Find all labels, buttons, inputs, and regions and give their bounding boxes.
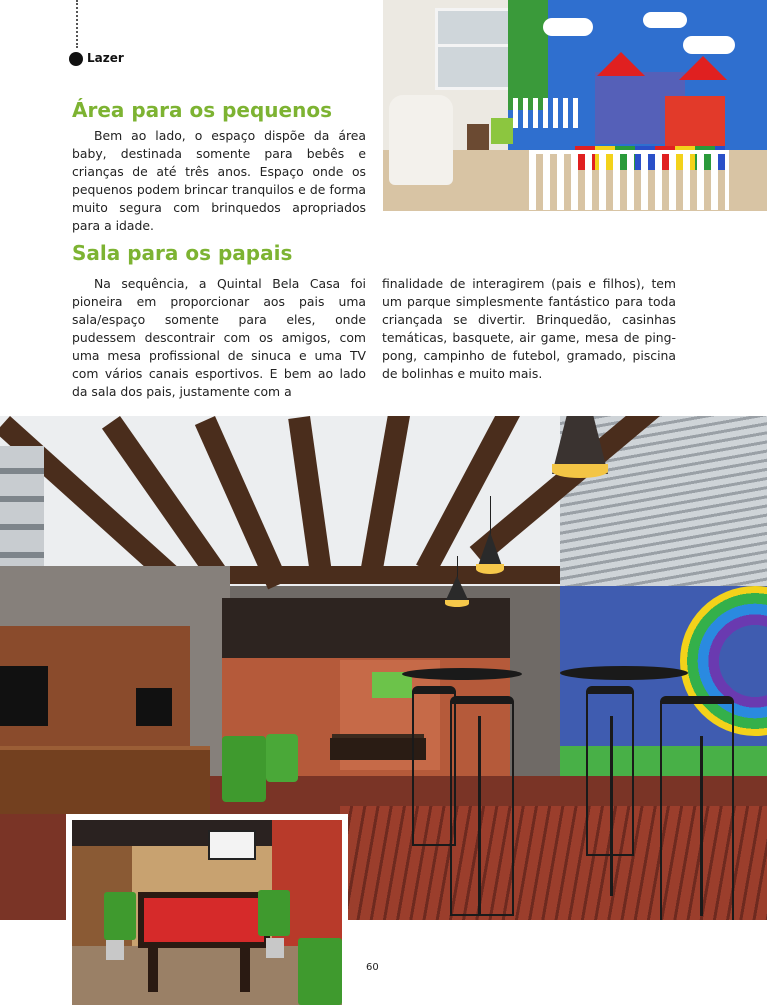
section-label: Lazer bbox=[87, 51, 124, 65]
page-number: 60 bbox=[366, 962, 379, 973]
section-bullet-icon bbox=[69, 52, 83, 66]
paragraph-sala-papais-col2: finalidade de interagirem (pais e filhos), tem um parque simplesmente fantástico para toda criançada se divertir. Brinquedão, casinhas temáticas, basquete, air game, mesa de ping-pong, campinho de futebol, gramado, piscina de bolinhas e muito mais. bbox=[382, 276, 676, 381]
heading-sala-papais: Sala para os papais bbox=[72, 241, 293, 265]
baby-area-photo bbox=[383, 0, 767, 211]
pool-table-photo bbox=[66, 814, 348, 1005]
paragraph-area-pequenos: Bem ao lado, o espaço dispõe da área baby, destinada somente para bebês e crianças de até três anos. Espaço onde os pequenos podem brincar tranquilos e de forma muito segura com brinquedos apropriados para a idade. bbox=[72, 128, 366, 233]
paragraph-sala-papais-col1: Na sequência, a Quintal Bela Casa foi pioneira em proporcionar aos pais uma sala/espaço somente para eles, onde pudessem descontrair com os amigos, com uma mesa profissional de sinuca e uma TV com vários canais esportivos. E bem ao lado da sala dos pais, justamente com a bbox=[72, 276, 366, 399]
dotted-guide-line bbox=[76, 0, 78, 48]
heading-area-pequenos: Área para os pequenos bbox=[72, 98, 332, 122]
